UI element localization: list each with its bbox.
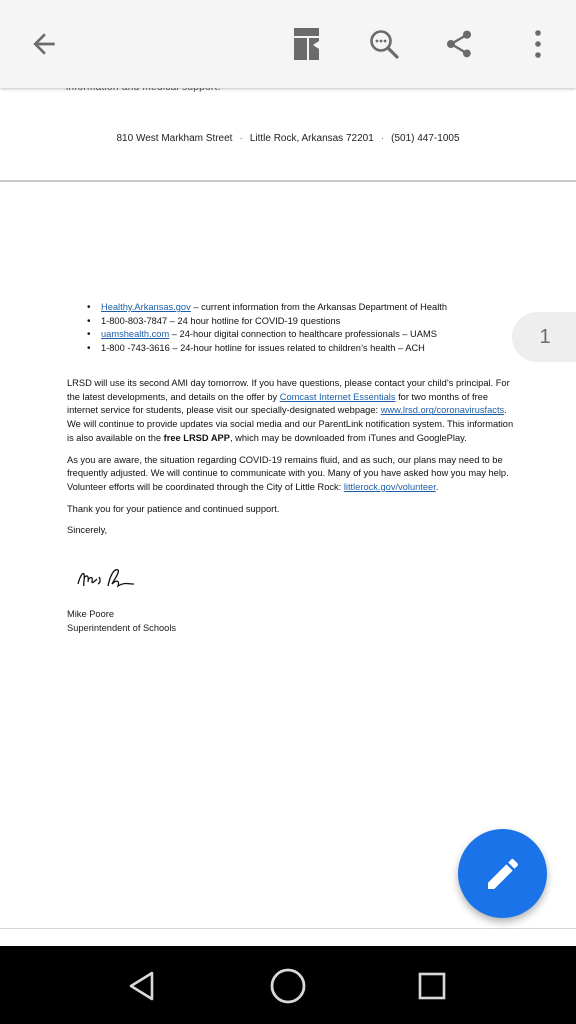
edit-pencil-icon [483,854,523,894]
volunteer-link[interactable]: littlerock.gov/volunteer [343,481,436,492]
search-icon [368,28,400,60]
list-item: • uamshealth.com – 24-hour digital connection to healthcare professionals – UAMS [67,328,517,342]
nav-back-button[interactable] [120,964,164,1008]
list-item: • 1-800 -743-3616 – 24-hour hotline for issues related to children’s health – ACH [67,342,517,356]
letter-body [67,377,517,546]
nav-back-icon [127,970,157,1002]
footer-city: Little Rock, Arkansas 72201 [249,133,374,144]
footer-separator: · [239,133,243,144]
page-number-indicator[interactable]: 1 [512,312,576,362]
outline-icon [293,27,321,61]
signer-name: Mike Poore [67,609,115,619]
signer-title: Superintendent of Schools [67,623,177,633]
footer-phone: (501) 447-1005 [391,133,460,144]
page-bottom-edge [0,928,576,929]
edit-fab-button[interactable] [458,829,547,918]
footer-separator: · [380,133,385,144]
back-button[interactable] [22,22,66,66]
share-button[interactable] [437,22,481,66]
more-vert-icon [534,29,542,59]
letterhead-footer [0,133,576,144]
share-icon [443,28,475,60]
back-arrow-icon [28,28,60,60]
system-navigation-bar [0,946,576,1024]
nav-recents-button[interactable] [410,964,454,1008]
paragraph: LRSD will use its second AMI day tomorrow. If you have questions, please contact your child’s principal. For the latest developments, and details on the offer by Comcast Internet Essentials for two months of free internet service for students, please visit our specially-designated webpage: www.lrsd.org/coronavirusfacts. We will continue to provide updates via social media and our ParentLink notification system. This information is also available on the free LRSD APP, which may be downloaded from iTunes and GooglePlay. [67,378,514,443]
footer-address: 810 West Markham Street [116,133,233,144]
search-button[interactable] [362,22,406,66]
outline-button[interactable] [285,22,329,66]
uamshealth-link[interactable]: uamshealth.com [101,329,170,340]
lrsd-coronavirus-link[interactable]: www.lrsd.org/coronavirusfacts [380,405,505,416]
signature-block [67,607,176,635]
resource-list [67,301,517,356]
more-options-button[interactable] [516,22,560,66]
paragraph: Thank you for your patience and continued support. [67,503,280,514]
closing: Sincerely, [67,525,108,536]
paragraph: As you are aware, the situation regarding COVID-19 remains fluid, and as such, our plans may need to be frequently adjusted. We will continue to communicate with you. Many of you have asked how you may help. Volunteer efforts will be coordinated through the City of Little Rock: littlerock.gov/volunteer. [67,454,509,492]
list-item: • 1-800-803-7847 – 24 hour hotline for COVID-19 questions [67,315,517,329]
nav-home-icon [268,966,308,1006]
comcast-link[interactable]: Comcast Internet Essentials [279,391,396,402]
nav-home-button[interactable] [266,964,310,1008]
nav-recents-icon [417,971,447,1001]
list-item: • Healthy.Arkansas.gov – current information from the Arkansas Department of Health [67,301,517,315]
app-toolbar [0,0,576,88]
page-divider [0,180,576,182]
handwritten-signature [74,562,138,594]
healthy-arkansas-link[interactable]: Healthy.Arkansas.gov [101,302,191,312]
